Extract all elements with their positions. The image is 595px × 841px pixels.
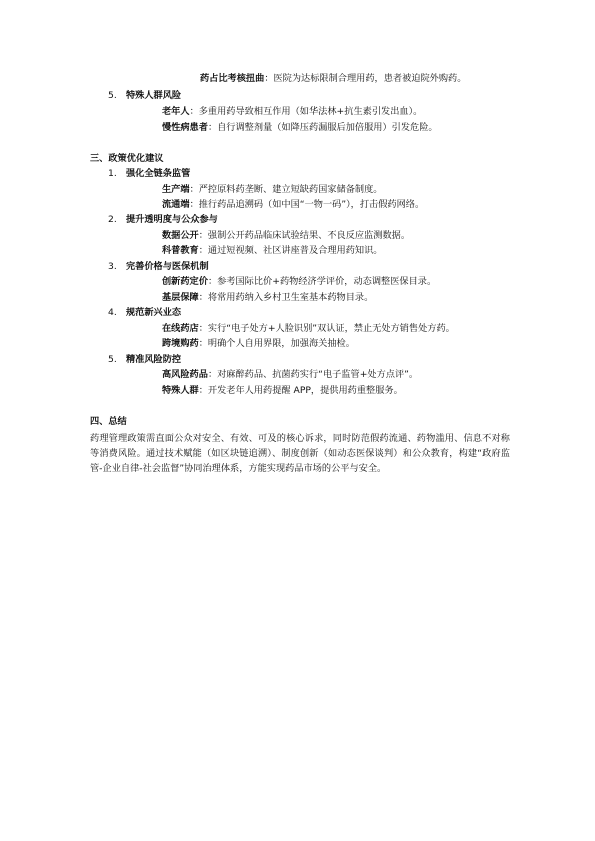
sub-item-desc: ：开发老年人用药提醒 APP，提供用药重整服务。 [198,385,403,396]
sub-item-desc: ：对麻醉药品、抗菌药实行“电子监管+处方点评”。 [207,369,419,380]
sub-item-desc: ：严控原料药垄断、建立短缺药国家储备制度。 [189,184,383,195]
sub-item-desc: ：将常用药纳入乡村卫生室基本药物目录。 [198,292,374,303]
sub-item [162,292,373,304]
sub-item-desc: ：推行药品追溯码（如中国“一物一码”），打击假药网络。 [189,199,425,210]
sub-item [162,199,424,211]
sub-item-term: 在线药店 [162,323,199,334]
sub-item-term: 药占比考核扭曲 [200,73,265,84]
sub-item-desc: ：医院为达标限制合理用药，患者被迫院外购药。 [264,73,467,84]
section-heading: 四、总结 [90,416,127,427]
list-item-title: 规范新兴业态 [126,307,182,318]
sub-item [200,73,466,85]
sub-item [162,230,410,242]
sub-item-term: 老年人 [162,106,190,117]
sub-item-term: 创新药定价 [162,276,208,287]
sub-item-term: 特殊人群 [162,385,199,396]
sub-item-desc: ：强制公开药品临床试验结果、不良反应监测数据。 [198,230,411,241]
sub-item [162,323,455,335]
sub-item-term: 跨境购药 [162,338,199,349]
sub-item [162,276,436,288]
sub-item-desc: ：通过短视频、社区讲座普及合理用药知识。 [198,245,383,256]
sub-item [162,184,383,196]
sub-item-term: 科普教育 [162,245,199,256]
sub-item-term: 生产端 [162,184,190,195]
sub-item-term: 慢性病患者 [162,122,208,133]
sub-item-desc: ：自行调整剂量（如降压药漏服后加倍服用）引发危险。 [207,122,438,133]
list-item-title: 特殊人群风险 [126,90,182,101]
sub-item-term: 流通端 [162,199,190,210]
sub-item-desc: ：参考国际比价+药物经济学评价，动态调整医保目录。 [207,276,437,287]
list-number: 5. [108,90,117,101]
list-number: 5. [108,354,117,365]
list-item-title: 完善价格与医保机制 [126,261,209,272]
sub-item [162,338,355,350]
list-item-title: 精准风险防控 [126,354,182,365]
sub-item-term: 基层保障 [162,292,199,303]
sub-item [162,106,422,118]
sub-item-desc: ：实行“电子处方+人脸识别”双认证，禁止无处方销售处方药。 [198,323,455,334]
list-item-title: 提升透明度与公众参与 [126,214,218,225]
sub-item-term: 高风险药品 [162,369,208,380]
sub-item [162,122,438,134]
sub-item [162,369,418,381]
sub-item-term: 数据公开 [162,230,199,241]
section-heading: 三、政策优化建议 [90,153,164,164]
list-number: 3. [108,261,117,272]
sub-item [162,245,383,257]
list-number: 1. [108,168,117,179]
sub-item-desc: ：明确个人自用界限，加强海关抽检。 [198,338,355,349]
summary-paragraph: 药理管理政策需直面公众对安全、有效、可及的核心诉求，同时防范假药流通、药物滥用、信息不对称等消费风险。通过技术赋能（如区块链追溯）、制度创新（如动态医保谈判）和公众教育，构建“政府监管-企业自律-社会监督”协同治理体系，方能实现药品市场的公平与安全。 [90,433,510,474]
list-number: 4. [108,307,117,318]
list-number: 2. [108,214,117,225]
sub-item-desc: ：多重用药导致相互作用（如华法林+抗生素引发出血）。 [189,106,423,117]
list-item-title: 强化全链条监管 [126,168,191,179]
sub-item [162,385,403,397]
